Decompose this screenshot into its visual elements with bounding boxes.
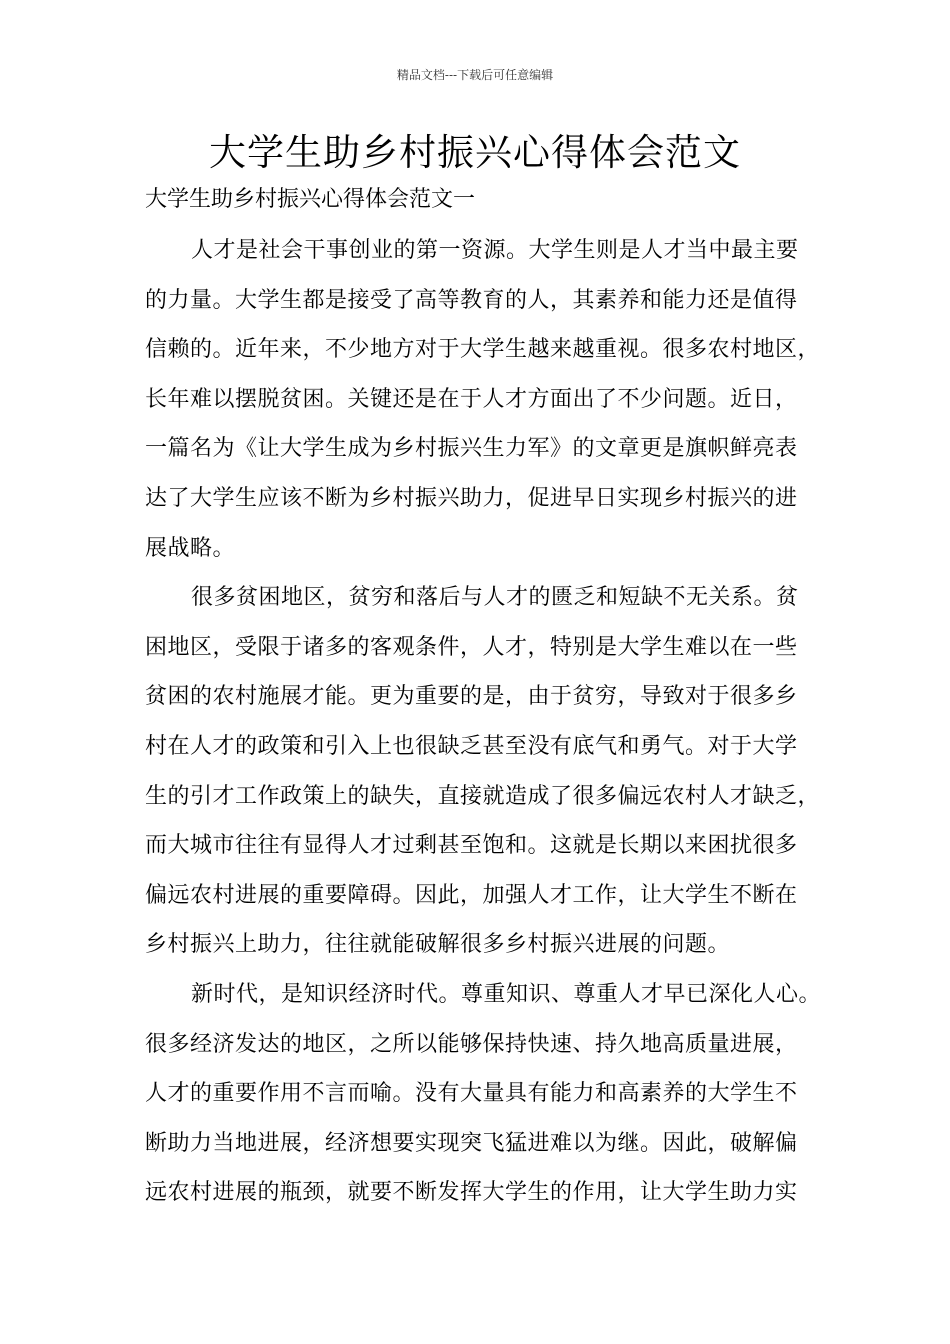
paragraph-2-line-2: 困地区，受限于诸多的客观条件，人才，特别是大学生难以在一些 bbox=[145, 634, 798, 660]
paragraph-1-line-7: 展战略。 bbox=[145, 535, 236, 561]
paragraph-1-line-5: 一篇名为《让大学生成为乡村振兴生力军》的文章更是旗帜鲜亮表 bbox=[145, 436, 798, 462]
paragraph-2-line-6: 而大城市往往有显得人才过剩甚至饱和。这就是长期以来困扰很多 bbox=[145, 833, 798, 859]
document-subtitle: 大学生助乡村振兴心得体会范文一 bbox=[145, 187, 476, 212]
document-title: 大学生助乡村振兴心得体会范文 bbox=[209, 131, 741, 174]
paragraph-2-line-5: 生的引才工作政策上的缺失，直接就造成了很多偏远农村人才缺乏， bbox=[145, 783, 821, 809]
paragraph-2-line-8: 乡村振兴上助力，往往就能破解很多乡村振兴进展的问题。 bbox=[145, 932, 731, 958]
body-text bbox=[145, 233, 822, 1225]
paragraph-1-line-6: 达了大学生应该不断为乡村振兴助力，促进早日实现乡村振兴的进 bbox=[145, 485, 798, 511]
paragraph-3-line-5: 远农村进展的瓶颈，就要不断发挥大学生的作用，让大学生助力实 bbox=[145, 1180, 798, 1206]
paragraph-3-line-4: 断助力当地进展，经济想要实现突飞猛进难以为继。因此，破解偏 bbox=[145, 1130, 798, 1156]
paragraph-3-line-1: 新时代，是知识经济时代。尊重知识、尊重人才早已深化人心。 bbox=[191, 981, 822, 1007]
header-note: 精品文档---下载后可任意编辑 bbox=[396, 68, 554, 82]
paragraph-2-line-3: 贫困的农村施展才能。更为重要的是，由于贫穷，导致对于很多乡 bbox=[145, 684, 798, 710]
paragraph-2-line-7: 偏远农村进展的重要障碍。因此，加强人才工作，让大学生不断在 bbox=[145, 882, 798, 908]
paragraph-1-line-4: 长年难以摆脱贫困。关键还是在于人才方面出了不少问题。近日， bbox=[145, 386, 798, 412]
paragraph-2-line-4: 村在人才的政策和引入上也很缺乏甚至没有底气和勇气。对于大学 bbox=[145, 733, 798, 759]
paragraph-1-line-2: 的力量。大学生都是接受了高等教育的人，其素养和能力还是值得 bbox=[145, 287, 798, 313]
paragraph-3-line-3: 人才的重要作用不言而喻。没有大量具有能力和高素养的大学生不 bbox=[145, 1081, 798, 1107]
paragraph-3-line-2: 很多经济发达的地区，之所以能够保持快速、持久地高质量进展， bbox=[145, 1031, 798, 1057]
paragraph-1-line-3: 信赖的。近年来，不少地方对于大学生越来越重视。很多农村地区， bbox=[145, 337, 821, 363]
paragraph-1-line-1: 人才是社会干事创业的第一资源。大学生则是人才当中最主要 bbox=[191, 238, 799, 263]
paragraph-2-line-1: 很多贫困地区，贫穷和落后与人才的匮乏和短缺不无关系。贫 bbox=[191, 585, 799, 611]
